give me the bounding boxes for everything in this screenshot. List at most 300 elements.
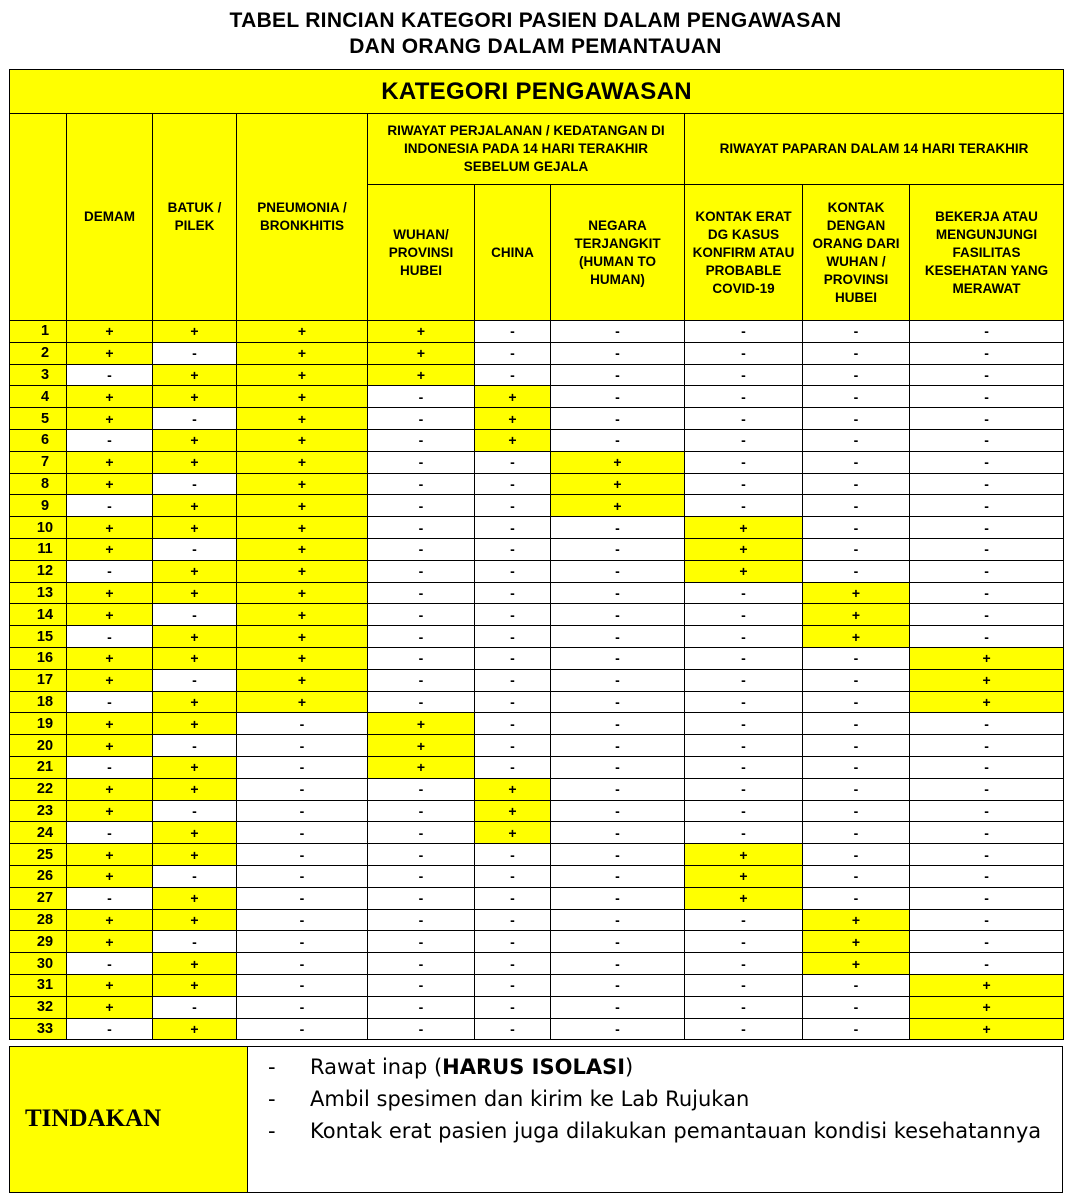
- cell-fasilitas-kesehatan: -: [910, 342, 1064, 364]
- cell-kontak-wuhan: +: [803, 626, 910, 648]
- cell-demam: +: [67, 582, 153, 604]
- cell-demam: +: [67, 931, 153, 953]
- cell-fasilitas-kesehatan: -: [910, 582, 1064, 604]
- cell-china: -: [475, 626, 551, 648]
- row-number: 20: [10, 735, 67, 757]
- cell-kontak-erat: -: [685, 974, 803, 996]
- tindakan-label-cell: [10, 1047, 248, 1192]
- cell-kontak-wuhan: +: [803, 953, 910, 975]
- number-header-cell: [10, 114, 67, 321]
- row-number: 30: [10, 953, 67, 975]
- table-row: [10, 844, 1064, 866]
- cell-wuhan: -: [368, 560, 475, 582]
- cell-wuhan: -: [368, 429, 475, 451]
- cell-batuk-pilek: +: [153, 974, 237, 996]
- cell-demam: +: [67, 386, 153, 408]
- cell-negara-terjangkit: -: [551, 582, 685, 604]
- cell-pneumonia: -: [237, 735, 368, 757]
- cell-negara-terjangkit: -: [551, 909, 685, 931]
- table-row: [10, 778, 1064, 800]
- table-row: [10, 909, 1064, 931]
- row-number: 33: [10, 1018, 67, 1040]
- cell-china: -: [475, 953, 551, 975]
- cell-wuhan: -: [368, 778, 475, 800]
- row-number: 25: [10, 844, 67, 866]
- cell-pneumonia: +: [237, 386, 368, 408]
- table-row: [10, 342, 1064, 364]
- cell-demam: +: [67, 647, 153, 669]
- cell-demam: +: [67, 996, 153, 1018]
- tindakan-item: [268, 1083, 1048, 1115]
- cell-demam: +: [67, 713, 153, 735]
- cell-kontak-wuhan: -: [803, 473, 910, 495]
- cell-negara-terjangkit: -: [551, 538, 685, 560]
- cell-wuhan: -: [368, 844, 475, 866]
- cell-china: -: [475, 756, 551, 778]
- cell-batuk-pilek: +: [153, 1018, 237, 1040]
- cell-demam: -: [67, 1018, 153, 1040]
- cell-kontak-erat: -: [685, 364, 803, 386]
- cell-kontak-wuhan: -: [803, 560, 910, 582]
- table-row: [10, 887, 1064, 909]
- cell-china: -: [475, 495, 551, 517]
- cell-wuhan: -: [368, 865, 475, 887]
- list-dash: -: [268, 1055, 276, 1079]
- cell-negara-terjangkit: -: [551, 626, 685, 648]
- cell-kontak-wuhan: -: [803, 756, 910, 778]
- cell-china: -: [475, 582, 551, 604]
- cell-kontak-erat: -: [685, 909, 803, 931]
- cell-china: +: [475, 408, 551, 430]
- cell-kontak-erat: -: [685, 647, 803, 669]
- cell-kontak-erat: -: [685, 996, 803, 1018]
- row-number: 8: [10, 473, 67, 495]
- cell-kontak-erat: -: [685, 408, 803, 430]
- cell-kontak-erat: -: [685, 473, 803, 495]
- cell-kontak-wuhan: -: [803, 974, 910, 996]
- cell-demam: +: [67, 408, 153, 430]
- cell-demam: -: [67, 626, 153, 648]
- cell-pneumonia: +: [237, 517, 368, 539]
- cell-wuhan: -: [368, 647, 475, 669]
- cell-pneumonia: -: [237, 887, 368, 909]
- cell-kontak-wuhan: -: [803, 669, 910, 691]
- cell-fasilitas-kesehatan: -: [910, 909, 1064, 931]
- cell-batuk-pilek: +: [153, 647, 237, 669]
- table-row: [10, 626, 1064, 648]
- cell-fasilitas-kesehatan: -: [910, 408, 1064, 430]
- cell-china: -: [475, 451, 551, 473]
- table-row: [10, 560, 1064, 582]
- cell-fasilitas-kesehatan: +: [910, 974, 1064, 996]
- cell-pneumonia: -: [237, 953, 368, 975]
- cell-fasilitas-kesehatan: +: [910, 669, 1064, 691]
- cell-pneumonia: -: [237, 844, 368, 866]
- cell-batuk-pilek: -: [153, 342, 237, 364]
- cell-wuhan: -: [368, 451, 475, 473]
- cell-kontak-erat: -: [685, 931, 803, 953]
- cell-pneumonia: -: [237, 931, 368, 953]
- cell-kontak-wuhan: +: [803, 582, 910, 604]
- row-number: 19: [10, 713, 67, 735]
- cell-china: -: [475, 931, 551, 953]
- cell-kontak-wuhan: -: [803, 778, 910, 800]
- cell-batuk-pilek: +: [153, 887, 237, 909]
- row-number: 15: [10, 626, 67, 648]
- cell-kontak-wuhan: -: [803, 321, 910, 343]
- cell-negara-terjangkit: -: [551, 321, 685, 343]
- cell-kontak-wuhan: -: [803, 495, 910, 517]
- cell-batuk-pilek: +: [153, 844, 237, 866]
- cell-negara-terjangkit: -: [551, 931, 685, 953]
- tindakan-item: [268, 1115, 1048, 1147]
- cell-demam: +: [67, 865, 153, 887]
- cell-wuhan: -: [368, 822, 475, 844]
- cell-batuk-pilek: +: [153, 691, 237, 713]
- cell-kontak-wuhan: -: [803, 865, 910, 887]
- cell-wuhan: +: [368, 735, 475, 757]
- cell-negara-terjangkit: -: [551, 604, 685, 626]
- cell-china: +: [475, 800, 551, 822]
- table-row: [10, 756, 1064, 778]
- table-row: [10, 691, 1064, 713]
- cell-china: -: [475, 909, 551, 931]
- row-number: 4: [10, 386, 67, 408]
- cell-negara-terjangkit: +: [551, 451, 685, 473]
- cell-demam: -: [67, 953, 153, 975]
- cell-pneumonia: +: [237, 626, 368, 648]
- cell-wuhan: -: [368, 386, 475, 408]
- table-row: [10, 321, 1064, 343]
- cell-wuhan: +: [368, 756, 475, 778]
- cell-fasilitas-kesehatan: -: [910, 321, 1064, 343]
- cell-fasilitas-kesehatan: -: [910, 735, 1064, 757]
- category-banner: KATEGORI PENGAWASAN: [10, 70, 1064, 114]
- cell-wuhan: -: [368, 669, 475, 691]
- cell-negara-terjangkit: -: [551, 669, 685, 691]
- cell-wuhan: -: [368, 800, 475, 822]
- tindakan-item-emphasis: HARUS ISOLASI: [442, 1055, 626, 1079]
- cell-kontak-wuhan: -: [803, 647, 910, 669]
- cell-batuk-pilek: -: [153, 865, 237, 887]
- table-row: [10, 604, 1064, 626]
- cell-negara-terjangkit: +: [551, 495, 685, 517]
- cell-kontak-erat: -: [685, 778, 803, 800]
- cell-pneumonia: +: [237, 342, 368, 364]
- row-number: 27: [10, 887, 67, 909]
- cell-negara-terjangkit: -: [551, 974, 685, 996]
- cell-demam: +: [67, 473, 153, 495]
- tindakan-list: [268, 1051, 1048, 1147]
- cell-kontak-erat: -: [685, 321, 803, 343]
- row-number: 9: [10, 495, 67, 517]
- cell-pneumonia: +: [237, 429, 368, 451]
- cell-demam: +: [67, 604, 153, 626]
- cell-negara-terjangkit: -: [551, 342, 685, 364]
- cell-demam: +: [67, 974, 153, 996]
- cell-wuhan: -: [368, 909, 475, 931]
- cell-kontak-wuhan: -: [803, 1018, 910, 1040]
- cell-wuhan: -: [368, 931, 475, 953]
- cell-demam: +: [67, 909, 153, 931]
- cell-pneumonia: +: [237, 408, 368, 430]
- cell-fasilitas-kesehatan: -: [910, 451, 1064, 473]
- cell-kontak-wuhan: +: [803, 931, 910, 953]
- cell-negara-terjangkit: -: [551, 887, 685, 909]
- cell-batuk-pilek: -: [153, 538, 237, 560]
- cell-wuhan: -: [368, 604, 475, 626]
- cell-fasilitas-kesehatan: -: [910, 386, 1064, 408]
- cell-batuk-pilek: -: [153, 800, 237, 822]
- header-china: CHINA: [475, 185, 551, 321]
- cell-china: +: [475, 429, 551, 451]
- cell-kontak-wuhan: -: [803, 996, 910, 1018]
- cell-pneumonia: -: [237, 1018, 368, 1040]
- cell-negara-terjangkit: -: [551, 865, 685, 887]
- cell-pneumonia: +: [237, 604, 368, 626]
- table-row: [10, 364, 1064, 386]
- cell-kontak-wuhan: -: [803, 386, 910, 408]
- cell-wuhan: -: [368, 626, 475, 648]
- cell-fasilitas-kesehatan: -: [910, 800, 1064, 822]
- tindakan-item-text: Rawat inap (: [310, 1055, 443, 1079]
- cell-china: -: [475, 321, 551, 343]
- cell-batuk-pilek: +: [153, 386, 237, 408]
- cell-china: -: [475, 669, 551, 691]
- row-number: 23: [10, 800, 67, 822]
- row-number: 24: [10, 822, 67, 844]
- header-exposure-history: RIWAYAT PAPARAN DALAM 14 HARI TERAKHIR: [685, 114, 1064, 185]
- cell-china: -: [475, 538, 551, 560]
- cell-batuk-pilek: +: [153, 517, 237, 539]
- cell-china: -: [475, 735, 551, 757]
- tindakan-item-text: Ambil spesimen dan kirim ke Lab Rujukan: [310, 1087, 750, 1111]
- cell-pneumonia: +: [237, 691, 368, 713]
- cell-fasilitas-kesehatan: -: [910, 604, 1064, 626]
- cell-wuhan: -: [368, 495, 475, 517]
- cell-china: -: [475, 1018, 551, 1040]
- cell-negara-terjangkit: +: [551, 473, 685, 495]
- cell-kontak-erat: -: [685, 342, 803, 364]
- cell-kontak-wuhan: -: [803, 429, 910, 451]
- cell-kontak-wuhan: -: [803, 342, 910, 364]
- cell-fasilitas-kesehatan: -: [910, 538, 1064, 560]
- header-wuhan: WUHAN/ PROVINSI HUBEI: [368, 185, 475, 321]
- cell-batuk-pilek: +: [153, 909, 237, 931]
- cell-pneumonia: +: [237, 560, 368, 582]
- cell-wuhan: -: [368, 517, 475, 539]
- row-number: 22: [10, 778, 67, 800]
- title-line-2: DAN ORANG DALAM PEMANTAUAN: [349, 35, 722, 58]
- cell-demam: -: [67, 756, 153, 778]
- cell-wuhan: -: [368, 887, 475, 909]
- cell-negara-terjangkit: -: [551, 386, 685, 408]
- page-title: [0, 8, 1071, 60]
- cell-wuhan: -: [368, 538, 475, 560]
- header-kontak-wuhan: KONTAK DENGAN ORANG DARI WUHAN / PROVINSI HUBEI: [803, 185, 910, 321]
- tindakan-item: [268, 1051, 1048, 1083]
- cell-china: -: [475, 604, 551, 626]
- cell-kontak-wuhan: -: [803, 844, 910, 866]
- cell-fasilitas-kesehatan: -: [910, 822, 1064, 844]
- row-number: 2: [10, 342, 67, 364]
- cell-pneumonia: -: [237, 778, 368, 800]
- category-table: [9, 69, 1064, 1040]
- cell-negara-terjangkit: -: [551, 822, 685, 844]
- cell-pneumonia: -: [237, 713, 368, 735]
- cell-demam: -: [67, 691, 153, 713]
- row-number: 28: [10, 909, 67, 931]
- cell-negara-terjangkit: -: [551, 800, 685, 822]
- cell-fasilitas-kesehatan: -: [910, 953, 1064, 975]
- cell-china: -: [475, 713, 551, 735]
- cell-china: -: [475, 342, 551, 364]
- cell-negara-terjangkit: -: [551, 517, 685, 539]
- table-row: [10, 822, 1064, 844]
- cell-batuk-pilek: -: [153, 669, 237, 691]
- cell-kontak-wuhan: -: [803, 822, 910, 844]
- table-row: [10, 473, 1064, 495]
- cell-batuk-pilek: +: [153, 953, 237, 975]
- cell-fasilitas-kesehatan: -: [910, 517, 1064, 539]
- cell-wuhan: -: [368, 1018, 475, 1040]
- header-negara-terjangkit: NEGARA TERJANGKIT (HUMAN TO HUMAN): [551, 185, 685, 321]
- cell-fasilitas-kesehatan: -: [910, 844, 1064, 866]
- cell-pneumonia: -: [237, 756, 368, 778]
- cell-demam: +: [67, 321, 153, 343]
- cell-kontak-wuhan: -: [803, 713, 910, 735]
- cell-batuk-pilek: -: [153, 931, 237, 953]
- cell-batuk-pilek: +: [153, 582, 237, 604]
- row-number: 10: [10, 517, 67, 539]
- cell-demam: -: [67, 429, 153, 451]
- cell-batuk-pilek: +: [153, 321, 237, 343]
- cell-negara-terjangkit: -: [551, 953, 685, 975]
- cell-fasilitas-kesehatan: +: [910, 691, 1064, 713]
- cell-negara-terjangkit: -: [551, 560, 685, 582]
- cell-kontak-erat: -: [685, 626, 803, 648]
- header-fasilitas-kesehatan: BEKERJA ATAU MENGUNJUNGI FASILITAS KESEHATAN YANG MERAWAT: [910, 185, 1064, 321]
- cell-batuk-pilek: -: [153, 996, 237, 1018]
- cell-pneumonia: -: [237, 822, 368, 844]
- row-number: 21: [10, 756, 67, 778]
- cell-kontak-erat: -: [685, 451, 803, 473]
- cell-fasilitas-kesehatan: -: [910, 778, 1064, 800]
- cell-kontak-wuhan: -: [803, 691, 910, 713]
- cell-kontak-erat: -: [685, 713, 803, 735]
- cell-kontak-erat: -: [685, 495, 803, 517]
- cell-kontak-erat: -: [685, 386, 803, 408]
- cell-wuhan: -: [368, 691, 475, 713]
- row-number: 16: [10, 647, 67, 669]
- cell-fasilitas-kesehatan: -: [910, 713, 1064, 735]
- cell-fasilitas-kesehatan: -: [910, 473, 1064, 495]
- cell-china: -: [475, 865, 551, 887]
- cell-kontak-erat: +: [685, 865, 803, 887]
- table-row: [10, 996, 1064, 1018]
- cell-kontak-wuhan: +: [803, 604, 910, 626]
- cell-fasilitas-kesehatan: -: [910, 887, 1064, 909]
- table-row: [10, 713, 1064, 735]
- header-kontak-erat: KONTAK ERAT DG KASUS KONFIRM ATAU PROBABLE COVID-19: [685, 185, 803, 321]
- cell-kontak-wuhan: -: [803, 364, 910, 386]
- table-row: [10, 408, 1064, 430]
- row-number: 29: [10, 931, 67, 953]
- cell-pneumonia: +: [237, 669, 368, 691]
- cell-kontak-wuhan: -: [803, 538, 910, 560]
- cell-demam: +: [67, 778, 153, 800]
- cell-demam: +: [67, 538, 153, 560]
- cell-negara-terjangkit: -: [551, 778, 685, 800]
- row-number: 5: [10, 408, 67, 430]
- cell-kontak-wuhan: -: [803, 451, 910, 473]
- cell-negara-terjangkit: -: [551, 408, 685, 430]
- row-number: 3: [10, 364, 67, 386]
- cell-negara-terjangkit: -: [551, 364, 685, 386]
- cell-pneumonia: +: [237, 321, 368, 343]
- row-number: 31: [10, 974, 67, 996]
- table-row: [10, 451, 1064, 473]
- cell-kontak-erat: +: [685, 560, 803, 582]
- table-row: [10, 429, 1064, 451]
- cell-china: +: [475, 386, 551, 408]
- cell-china: -: [475, 996, 551, 1018]
- cell-wuhan: +: [368, 364, 475, 386]
- cell-pneumonia: -: [237, 996, 368, 1018]
- cell-demam: -: [67, 560, 153, 582]
- table-row: [10, 865, 1064, 887]
- tindakan-item-text: Kontak erat pasien juga dilakukan pemantauan kondisi kesehatannya: [310, 1119, 1042, 1143]
- cell-pneumonia: +: [237, 473, 368, 495]
- cell-batuk-pilek: +: [153, 822, 237, 844]
- cell-china: +: [475, 822, 551, 844]
- cell-batuk-pilek: +: [153, 429, 237, 451]
- cell-wuhan: -: [368, 582, 475, 604]
- table-row: [10, 800, 1064, 822]
- row-number: 1: [10, 321, 67, 343]
- cell-pneumonia: +: [237, 647, 368, 669]
- cell-wuhan: +: [368, 321, 475, 343]
- cell-fasilitas-kesehatan: -: [910, 495, 1064, 517]
- cell-negara-terjangkit: -: [551, 844, 685, 866]
- cell-kontak-erat: -: [685, 429, 803, 451]
- cell-kontak-erat: -: [685, 1018, 803, 1040]
- cell-batuk-pilek: +: [153, 451, 237, 473]
- cell-kontak-wuhan: -: [803, 517, 910, 539]
- cell-batuk-pilek: -: [153, 473, 237, 495]
- cell-kontak-wuhan: +: [803, 909, 910, 931]
- cell-fasilitas-kesehatan: -: [910, 364, 1064, 386]
- header-batuk-pilek: BATUK / PILEK: [153, 114, 237, 321]
- cell-fasilitas-kesehatan: -: [910, 560, 1064, 582]
- title-line-1: TABEL RINCIAN KATEGORI PASIEN DALAM PENGAWASAN: [229, 9, 842, 32]
- row-number: 12: [10, 560, 67, 582]
- cell-batuk-pilek: +: [153, 778, 237, 800]
- row-number: 26: [10, 865, 67, 887]
- cell-wuhan: -: [368, 473, 475, 495]
- cell-kontak-erat: -: [685, 822, 803, 844]
- cell-wuhan: -: [368, 953, 475, 975]
- cell-demam: +: [67, 669, 153, 691]
- row-number: 13: [10, 582, 67, 604]
- row-number: 6: [10, 429, 67, 451]
- cell-kontak-erat: +: [685, 887, 803, 909]
- cell-fasilitas-kesehatan: -: [910, 756, 1064, 778]
- tindakan-label: TINDAKAN: [25, 1105, 162, 1132]
- cell-china: -: [475, 517, 551, 539]
- cell-kontak-erat: -: [685, 800, 803, 822]
- cell-pneumonia: -: [237, 974, 368, 996]
